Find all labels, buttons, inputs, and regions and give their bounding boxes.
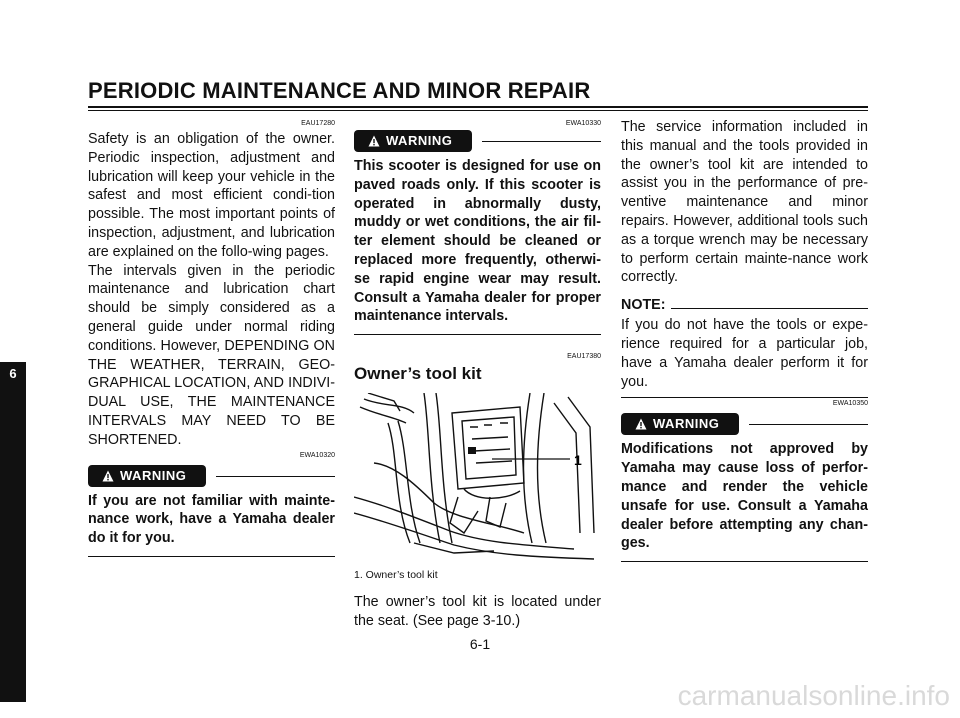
reference-code: EWA10320 <box>299 451 335 459</box>
column-1 <box>88 118 335 557</box>
intro-paragraph: Safety is an obligation of the owner. Periodic inspection, adjustment and lubrication will keep your vehicle in the safest and most efficient condi-tion possible. The most important points of inspection, adjustment, and lubrication are explained on the follo-wing pages. <box>88 131 335 260</box>
note-label: NOTE: <box>621 297 666 314</box>
reference-code: EAU17280 <box>301 120 335 127</box>
tool-kit-figure <box>354 393 601 565</box>
warning-header <box>621 413 868 435</box>
reference-code: EWA10330 <box>565 120 601 127</box>
note-rule <box>671 308 868 309</box>
warning-header <box>354 130 601 152</box>
tool-kit-paragraph: The owner’s tool kit is located under the seat. (See page 3-10.) <box>354 594 601 629</box>
warning-text: Modifications not approved by Yamaha may cause loss of perfor-mance and render the vehicle unsafe for use. Consult a Yamaha dealer before attempting any chan-ges. <box>621 441 868 552</box>
title-rule <box>88 106 868 108</box>
warning-rule <box>216 476 335 477</box>
figure-callout: 1 <box>574 452 582 469</box>
warning-label: WARNING <box>120 467 187 483</box>
warning-label: WARNING <box>386 133 453 148</box>
warning-triangle-icon <box>635 418 647 430</box>
warning-badge <box>88 465 206 487</box>
reference-code: EAU17380 <box>567 353 601 361</box>
page-title: PERIODIC MAINTENANCE AND MINOR REPAIR <box>88 78 591 103</box>
reference-code: EWA10350 <box>832 400 868 408</box>
warning-triangle-icon <box>368 135 380 147</box>
tool-kit-illustration <box>354 393 601 565</box>
intervals-paragraph: The intervals given in the periodic maintenance and lubrication chart should be simply considered as a general guide under normal riding conditions. However, DEPENDING ON THE WEATHER, TERRAIN, GEO-GRAPHICAL LOCATION, AND INDIVI-DUAL USE, THE MAINTENANCE INTERVALS MAY NEED TO BE SHORTENED. <box>88 262 335 448</box>
warning-header <box>88 465 335 487</box>
warning-badge <box>621 413 739 435</box>
warning-end-rule <box>354 334 601 335</box>
warning-triangle-icon <box>102 470 114 482</box>
note-text: If you do not have the tools or expe-rience required for a particular job, have a Yamaha dealer perform it for you. <box>621 317 868 390</box>
warning-end-rule <box>88 556 335 557</box>
section-tab-number: 6 <box>9 366 17 381</box>
warning-text: If you are not familiar with mainte-nance work, have a Yamaha dealer do it for you. <box>88 492 335 547</box>
title-rule-thin <box>88 110 868 111</box>
warning-rule <box>749 424 868 425</box>
figure-caption: 1. Owner’s tool kit <box>354 569 438 582</box>
watermark[interactable]: carmanualsonline.info <box>677 680 950 711</box>
warning-end-rule <box>621 561 868 562</box>
service-info-paragraph: The service information included in this manual and the tools provided in the owner’s tool kit are intended to assist you in the performance of pre-ventive maintenance and minor repairs. However, additional tools such as a torque wrench may be necessary to perform certain mainte-nance work correctly. <box>621 119 868 286</box>
column-3 <box>621 118 868 562</box>
page-number: 6-1 <box>469 636 491 652</box>
note-header <box>621 297 868 316</box>
warning-text: This scooter is designed for use on paved roads only. If this scooter is operated in abnormally dusty, muddy or wet conditions, the air fil-ter element should be cleaned or replaced more frequently, otherwi-se rapid engine wear may result. Consult a Yamaha dealer for proper maintenance intervals. <box>354 158 601 325</box>
warning-label: WARNING <box>653 416 720 432</box>
section-heading: Owner’s tool kit <box>354 364 482 384</box>
warning-badge <box>354 130 472 152</box>
warning-rule <box>482 141 601 142</box>
column-2 <box>354 118 601 631</box>
